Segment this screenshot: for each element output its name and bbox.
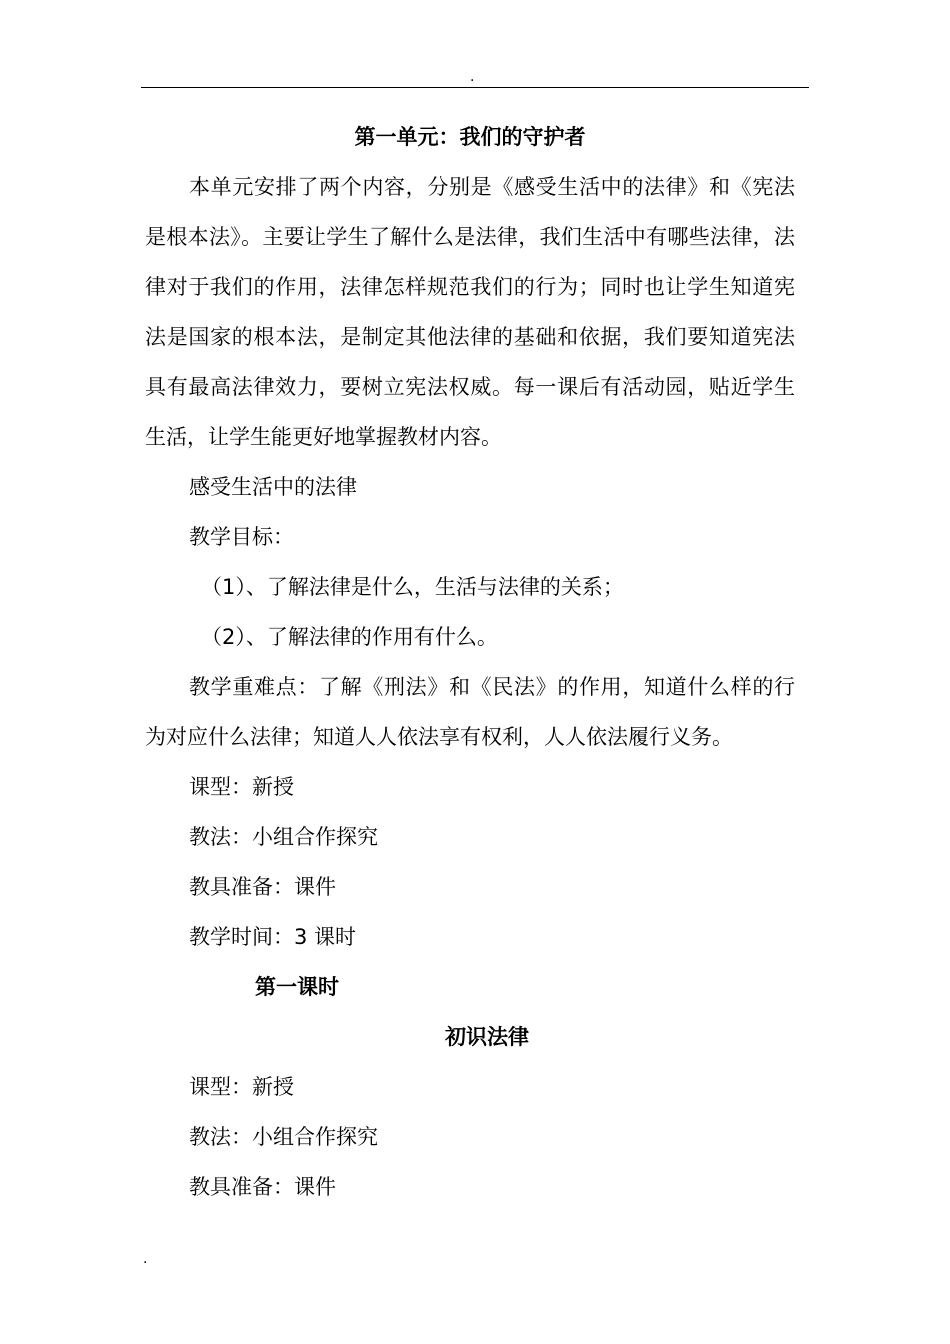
lesson-type: 课型：新授 (189, 1075, 294, 1099)
lesson-type: 课型：新授 (189, 775, 294, 799)
intro-paragraph: 本单元安排了两个内容，分别是《感受生活中的法律》和《宪法是根本法》。主要让学生了解什么是法律，我们生活中有哪些法律，法律对于我们的作用，法律怎样规范我们的行为；同时也让学生知道宪法是国家的根本法，是制定其他法律的基础和依据，我们要知道宪法具有最高法律效力，要树立宪法权威。每一课后有活动园，贴近学生生活，让学生能更好地掌握教材内容。 (145, 175, 795, 449)
header-rule (141, 87, 809, 88)
footer-mark: . (143, 1251, 148, 1267)
unit-title: 第一单元：我们的守护者 (354, 125, 586, 149)
objectives-label: 教学目标： (189, 525, 294, 549)
document-body (145, 112, 795, 1212)
teaching-time: 教学时间：3 课时 (189, 925, 357, 949)
teaching-method: 教法：小组合作探究 (189, 825, 378, 849)
lesson-name: 感受生活中的法律 (189, 475, 357, 499)
header-mark: . (470, 69, 475, 85)
teaching-method: 教法：小组合作探究 (189, 1125, 378, 1149)
period-title: 第一课时 (255, 975, 339, 999)
objective-item: （2）、了解法律的作用有什么。 (201, 625, 498, 649)
section-title: 初识法律 (445, 1025, 529, 1049)
teaching-tools: 教具准备：课件 (189, 875, 336, 899)
objective-item: （1）、了解法律是什么，生活与法律的关系； (201, 575, 624, 599)
teaching-tools: 教具准备：课件 (189, 1175, 336, 1199)
key-points-paragraph: 教学重难点：了解《刑法》和《民法》的作用，知道什么样的行为对应什么法律；知道人人依法享有权利，人人依法履行义务。 (145, 675, 795, 749)
